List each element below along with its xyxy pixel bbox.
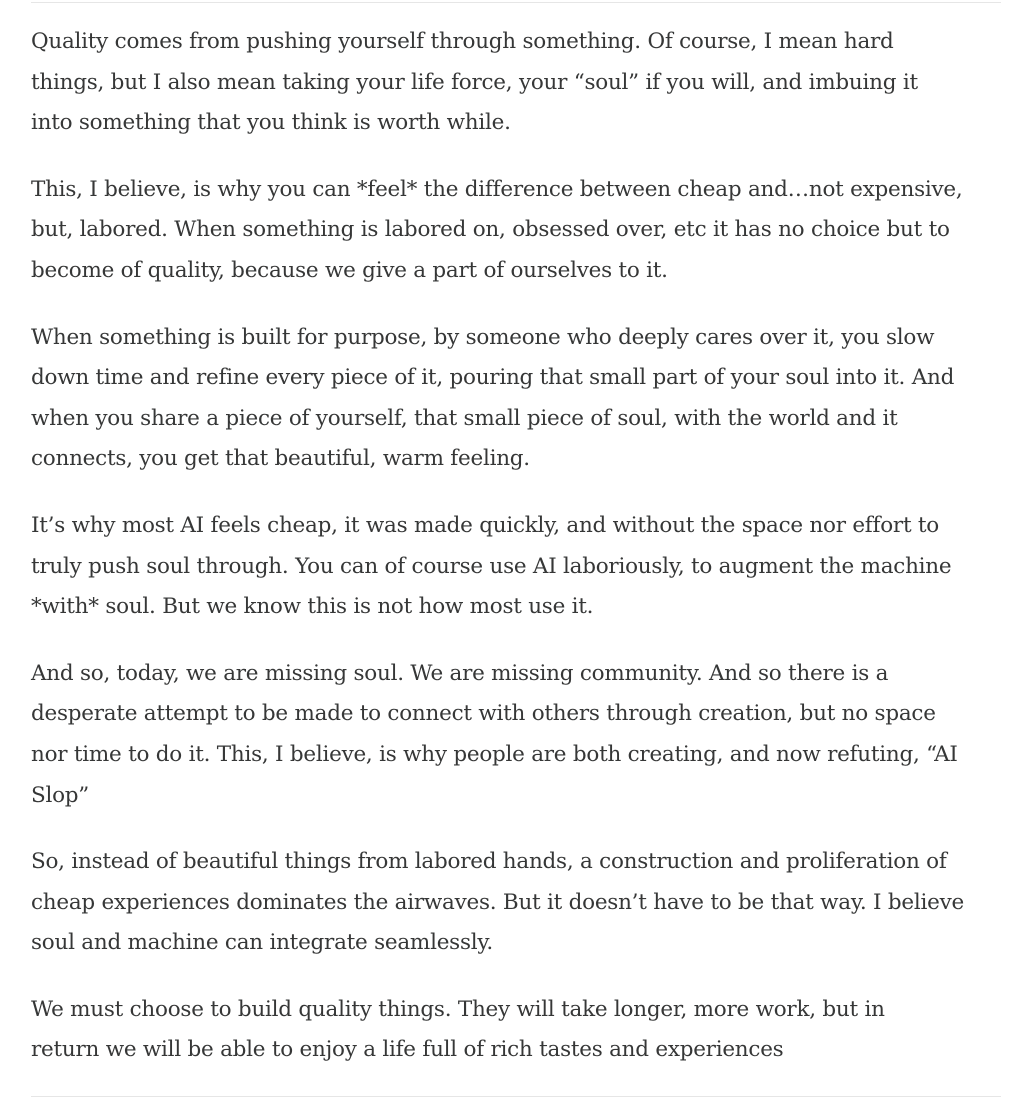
paragraph-3 xyxy=(31,318,1006,480)
paragraph-line: *with* soul. But we know this is not how most use it. xyxy=(31,594,594,620)
top-divider xyxy=(31,2,1001,3)
paragraph-line: It’s why most AI feels cheap, it was made quickly, and without the space nor effort to xyxy=(31,512,939,538)
paragraph-line: truly push soul through. You can of course use AI laboriously, to augment the machine xyxy=(31,553,952,579)
paragraph-4 xyxy=(31,506,1006,628)
paragraph-line: desperate attempt to be made to connect with others through creation, but no space xyxy=(31,701,936,727)
article-body xyxy=(31,22,1006,1071)
paragraph-6 xyxy=(31,842,1006,964)
paragraph-5 xyxy=(31,654,1006,816)
paragraph-line: return we will be able to enjoy a life full of rich tastes and experiences xyxy=(31,1037,784,1063)
paragraph-line: but, labored. When something is labored on, obsessed over, etc it has no choice but to xyxy=(31,217,950,243)
paragraph-line: Slop” xyxy=(31,782,90,808)
paragraph-line: And so, today, we are missing soul. We are missing community. And so there is a xyxy=(31,660,889,686)
paragraph-line: Quality comes from pushing yourself through something. Of course, I mean hard xyxy=(31,29,894,54)
paragraph-7 xyxy=(31,990,1006,1071)
paragraph-2 xyxy=(31,170,1006,292)
paragraph-line: soul and machine can integrate seamlessly. xyxy=(31,930,493,956)
paragraph-line: We must choose to build quality things. They will take longer, more work, but in xyxy=(31,996,885,1022)
paragraph-1 xyxy=(31,22,1006,144)
paragraph-line: cheap experiences dominates the airwaves. But it doesn’t have to be that way. I believe xyxy=(31,889,964,915)
paragraph-line: when you share a piece of yourself, that small piece of soul, with the world and it xyxy=(31,405,898,431)
paragraph-line: nor time to do it. This, I believe, is why people are both creating, and now refuting, “AI xyxy=(31,741,958,767)
paragraph-line: This, I believe, is why you can *feel* the difference between cheap and…not expensive, xyxy=(31,176,963,202)
paragraph-line: When something is built for purpose, by someone who deeply cares over it, you slow xyxy=(31,324,935,350)
paragraph-line: into something that you think is worth while. xyxy=(31,110,511,136)
paragraph-line: So, instead of beautiful things from labored hands, a construction and proliferation of xyxy=(31,849,947,875)
bottom-divider xyxy=(31,1096,1001,1097)
paragraph-line: down time and refine every piece of it, pouring that small part of your soul into it. And xyxy=(31,365,955,391)
paragraph-line: connects, you get that beautiful, warm feeling. xyxy=(31,446,530,472)
paragraph-line: become of quality, because we give a part of ourselves to it. xyxy=(31,257,668,283)
paragraph-line: things, but I also mean taking your life force, your “soul” if you will, and imbuing it xyxy=(31,69,918,95)
